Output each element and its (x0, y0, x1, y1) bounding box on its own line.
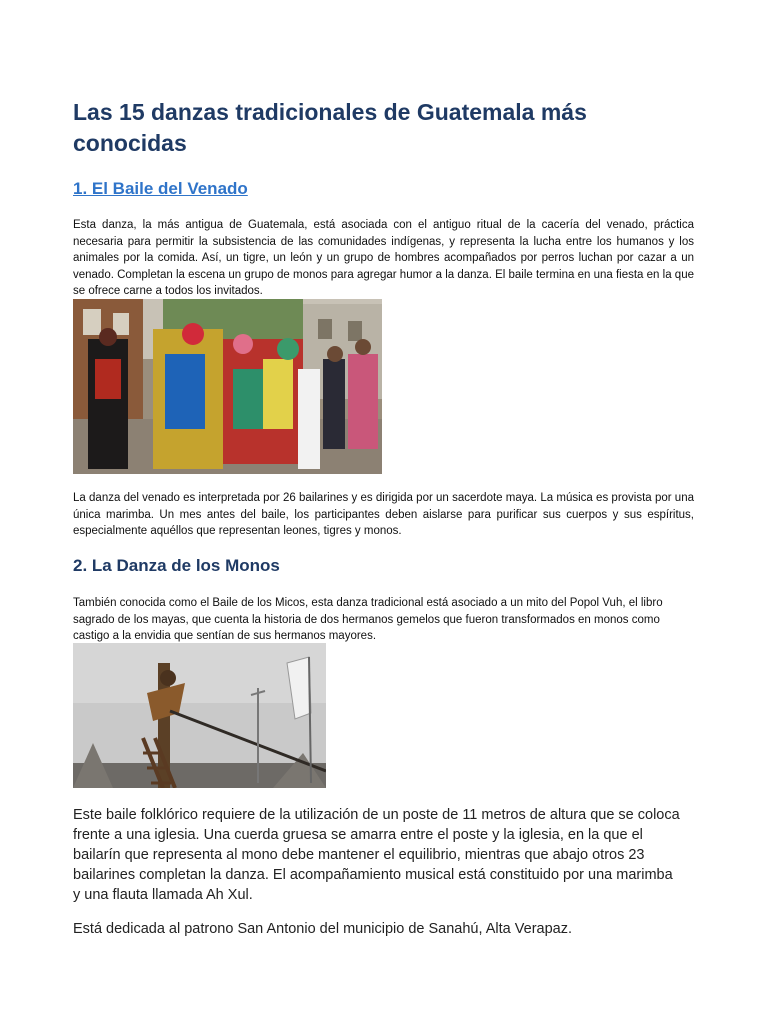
section-2-intro: También conocida como el Baile de los Micos, esta danza tradicional está asociado a un mito del Popol Vuh, el libro sagrado de los mayas, que cuenta la historia de dos hermanos gemelos que fueron transformados en monos como castigo a la envidia que sentían de sus hermanos mayores. (73, 597, 663, 642)
section-1-body: La danza del venado es interpretada por 26 bailarines y es dirigida por un sacerdote maya. La música es provista por una única marimba. Un mes antes del baile, los participantes deben aislarse para purificar sus cuerpos y sus espíritus, especialmente aquéllos que representan leones, tigres y monos. (73, 492, 694, 537)
article-title: Las 15 danzas tradicionales de Guatemala más conocidas (73, 99, 587, 156)
section-1-heading[interactable]: 1. El Baile del Venado (73, 179, 248, 198)
section-2-closing: Está dedicada al patrono San Antonio del municipio de Sanahú, Alta Verapaz. (73, 921, 572, 937)
section-1-intro: Esta danza, la más antigua de Guatemala, está asociada con el antiguo ritual de la cacería del venado, práctica necesaria para permitir la subsistencia de las comunidades indígenas, y representa la lucha entre los humanos y los animales por la comida. Así, un tigre, un león y un grupo de hombres acompañados por perros luchan por cazar a un venado. Completan la escena un grupo de monos para agregar humor a la danza. El baile termina en una fiesta en la que se ofrece carne a todos los invitados. (73, 219, 694, 297)
venado-dance-photo (73, 299, 382, 474)
monos-dance-photo (73, 643, 326, 788)
section-2-body: Este baile folklórico requiere de la utilización de un poste de 11 metros de altura que se coloca frente a una iglesia. Una cuerda gruesa se amarra entre el poste y la iglesia, en la que el bailarín que representa al mono debe mantener el equilibrio, mientras que abajo otros 23 bailarines completan la danza. El acompañamiento musical está constituido por una marimba y una flauta llamada Ah Xul. (73, 807, 680, 903)
section-2-heading: 2. La Danza de los Monos (73, 556, 280, 575)
